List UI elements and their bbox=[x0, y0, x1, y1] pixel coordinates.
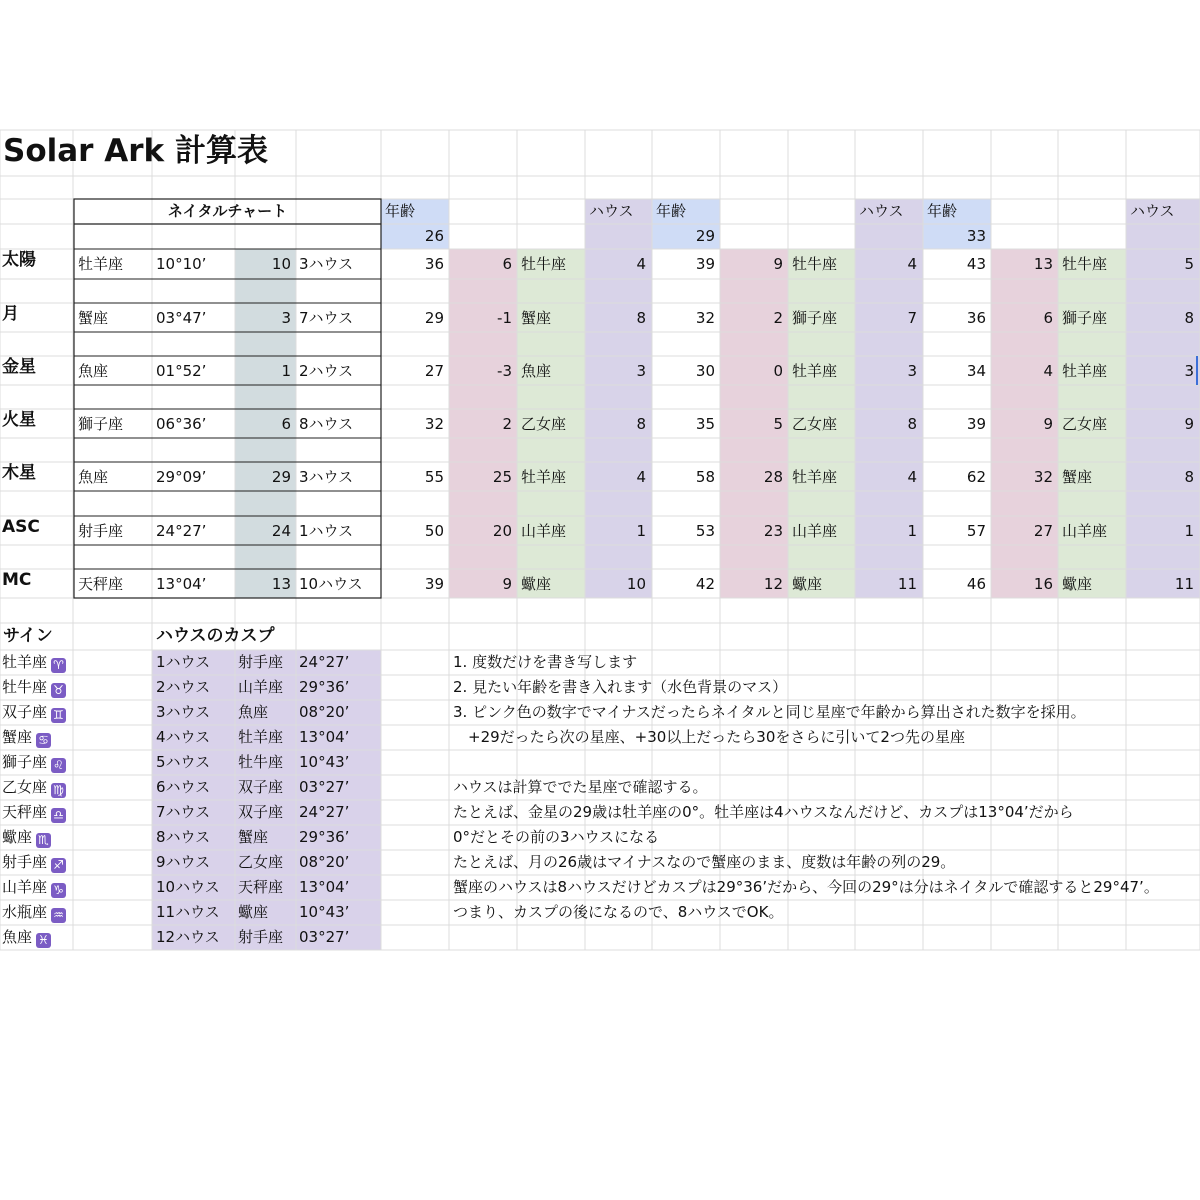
natal-degree: 13 bbox=[271, 575, 291, 593]
planet-name: 月 bbox=[2, 304, 19, 324]
progressed-house: 4 bbox=[907, 255, 917, 273]
natal-position: 03°47’ bbox=[156, 309, 207, 327]
progressed-sign: 牡牛座 bbox=[792, 255, 838, 273]
age-calc-value: 62 bbox=[966, 468, 986, 486]
cusp-house: 7ハウス bbox=[156, 803, 211, 821]
natal-position: 29°09’ bbox=[156, 468, 207, 486]
cusp-house: 8ハウス bbox=[156, 828, 211, 846]
diff-value: 12 bbox=[763, 575, 783, 593]
progressed-house: 1 bbox=[636, 522, 646, 540]
progressed-house: 7 bbox=[907, 309, 917, 327]
sign-name: 獅子座 ♌ bbox=[2, 755, 66, 773]
cusp-degree: 29°36’ bbox=[299, 678, 350, 696]
cusp-degree: 24°27’ bbox=[299, 803, 350, 821]
diff-value: 32 bbox=[1033, 468, 1053, 486]
age-calc-value: 39 bbox=[424, 575, 444, 593]
progressed-house: 3 bbox=[1184, 362, 1194, 380]
progressed-sign: 牡羊座 bbox=[792, 362, 838, 380]
natal-house: 10ハウス bbox=[299, 575, 363, 593]
instruction-note: +29だったら次の星座、+30以上だったら30をさらに引いて2つ先の星座 bbox=[453, 728, 965, 746]
natal-sign: 牡羊座 bbox=[78, 255, 124, 273]
progressed-house: 5 bbox=[1184, 255, 1194, 273]
natal-sign: 天秤座 bbox=[78, 575, 124, 593]
diff-value: -3 bbox=[497, 362, 512, 380]
natal-degree: 10 bbox=[271, 255, 291, 273]
natal-position: 10°10’ bbox=[156, 255, 207, 273]
pisces-icon: ♓ bbox=[36, 933, 51, 948]
cusp-sign: 蟹座 bbox=[238, 828, 269, 846]
natal-sign: 魚座 bbox=[78, 468, 109, 486]
diff-value: 9 bbox=[502, 575, 512, 593]
age-calc-value: 39 bbox=[695, 255, 715, 273]
planet-name: 金星 bbox=[2, 357, 36, 377]
age-calc-value: 50 bbox=[424, 522, 444, 540]
cusp-degree: 10°43’ bbox=[299, 753, 350, 771]
natal-sign: 射手座 bbox=[78, 522, 124, 540]
sign-name: 蠍座 ♏ bbox=[2, 830, 51, 848]
natal-sign: 獅子座 bbox=[78, 415, 124, 433]
instruction-note: 1. 度数だけを書き写します bbox=[453, 653, 638, 671]
cusp-degree: 13°04’ bbox=[299, 728, 350, 746]
age-calc-value: 34 bbox=[966, 362, 986, 380]
instruction-note: 2. 見たい年齢を書き入れます（水色背景のマス） bbox=[453, 678, 788, 696]
cusp-sign: 牡羊座 bbox=[238, 728, 284, 746]
cusp-degree: 10°43’ bbox=[299, 903, 350, 921]
diff-value: 4 bbox=[1043, 362, 1053, 380]
cusp-header: ハウスのカスプ bbox=[156, 626, 275, 646]
progressed-house: 8 bbox=[636, 309, 646, 327]
diff-value: 9 bbox=[773, 255, 783, 273]
age-label: 年齢 bbox=[656, 202, 687, 220]
natal-house: 7ハウス bbox=[299, 309, 354, 327]
natal-position: 24°27’ bbox=[156, 522, 207, 540]
house-label: ハウス bbox=[1130, 202, 1175, 220]
sign-header: サイン bbox=[3, 626, 53, 646]
cusp-sign: 山羊座 bbox=[238, 678, 284, 696]
aquarius-icon: ♒ bbox=[51, 908, 66, 923]
cusp-sign: 牡牛座 bbox=[238, 753, 284, 771]
diff-value: 9 bbox=[1043, 415, 1053, 433]
house-label: ハウス bbox=[859, 202, 904, 220]
progressed-sign: 牡羊座 bbox=[792, 468, 838, 486]
aries-icon: ♈ bbox=[51, 658, 66, 673]
natal-position: 06°36’ bbox=[156, 415, 207, 433]
cusp-sign: 天秤座 bbox=[238, 878, 284, 896]
leo-icon: ♌ bbox=[51, 758, 66, 773]
instruction-note: 0°だとその前の3ハウスになる bbox=[453, 828, 660, 846]
planet-name: MC bbox=[2, 570, 32, 590]
sign-name: 牡牛座 ♉ bbox=[2, 680, 66, 698]
diff-value: 6 bbox=[1043, 309, 1053, 327]
age-calc-value: 36 bbox=[966, 309, 986, 327]
sign-name: 魚座 ♓ bbox=[2, 930, 51, 948]
sagittarius-icon: ♐ bbox=[51, 858, 66, 873]
cusp-house: 12ハウス bbox=[156, 928, 220, 946]
diff-value: 27 bbox=[1033, 522, 1053, 540]
progressed-sign: 牡牛座 bbox=[521, 255, 567, 273]
cusp-house: 3ハウス bbox=[156, 703, 211, 721]
progressed-sign: 山羊座 bbox=[521, 522, 567, 540]
natal-house: 3ハウス bbox=[299, 468, 354, 486]
age-calc-value: 57 bbox=[966, 522, 986, 540]
diff-value: 5 bbox=[773, 415, 783, 433]
age-calc-value: 46 bbox=[966, 575, 986, 593]
planet-name: 火星 bbox=[2, 410, 36, 430]
age-calc-value: 35 bbox=[695, 415, 715, 433]
progressed-sign: 山羊座 bbox=[792, 522, 838, 540]
natal-position: 01°52’ bbox=[156, 362, 207, 380]
instruction-note: たとえば、月の26歳はマイナスなので蟹座のまま、度数は年齢の列の29。 bbox=[453, 853, 956, 871]
progressed-sign: 蠍座 bbox=[1062, 575, 1093, 593]
sign-name: 牡羊座 ♈ bbox=[2, 655, 66, 673]
age-label: 年齢 bbox=[927, 202, 958, 220]
age-input-value: 29 bbox=[695, 227, 715, 245]
diff-value: 2 bbox=[502, 415, 512, 433]
sign-name: 山羊座 ♑ bbox=[2, 880, 66, 898]
natal-degree: 1 bbox=[281, 362, 291, 380]
natal-degree: 6 bbox=[281, 415, 291, 433]
scorpio-icon: ♏ bbox=[36, 833, 51, 848]
progressed-house: 11 bbox=[897, 575, 917, 593]
natal-sign: 魚座 bbox=[78, 362, 109, 380]
age-calc-value: 39 bbox=[966, 415, 986, 433]
cusp-degree: 24°27’ bbox=[299, 653, 350, 671]
natal-chart-header: ネイタルチャート bbox=[167, 202, 288, 220]
progressed-house: 9 bbox=[1184, 415, 1194, 433]
instruction-note: 3. ピンク色の数字でマイナスだったらネイタルと同じ星座で年齢から算出された数字を採用。 bbox=[453, 703, 1086, 721]
planet-name: 木星 bbox=[2, 463, 36, 483]
diff-value: 28 bbox=[763, 468, 783, 486]
cusp-sign: 射手座 bbox=[238, 653, 284, 671]
age-input-value: 26 bbox=[424, 227, 444, 245]
sign-name: 天秤座 ♎ bbox=[2, 805, 66, 823]
natal-house: 2ハウス bbox=[299, 362, 354, 380]
age-calc-value: 32 bbox=[695, 309, 715, 327]
progressed-sign: 乙女座 bbox=[792, 415, 838, 433]
instruction-note: ハウスは計算ででた星座で確認する。 bbox=[453, 778, 708, 796]
natal-degree: 24 bbox=[271, 522, 291, 540]
sign-name: 蟹座 ♋ bbox=[2, 730, 51, 748]
instruction-note: つまり、カスプの後になるので、8ハウスでOK。 bbox=[453, 903, 784, 921]
progressed-sign: 山羊座 bbox=[1062, 522, 1108, 540]
age-calc-value: 30 bbox=[695, 362, 715, 380]
natal-sign: 蟹座 bbox=[78, 309, 109, 327]
progressed-sign: 蟹座 bbox=[521, 309, 552, 327]
progressed-house: 3 bbox=[636, 362, 646, 380]
progressed-house: 11 bbox=[1174, 575, 1194, 593]
diff-value: 2 bbox=[773, 309, 783, 327]
progressed-house: 10 bbox=[626, 575, 646, 593]
sign-name: 乙女座 ♍ bbox=[2, 780, 66, 798]
progressed-house: 8 bbox=[1184, 309, 1194, 327]
cusp-degree: 08°20’ bbox=[299, 853, 350, 871]
progressed-sign: 獅子座 bbox=[792, 309, 838, 327]
age-calc-value: 27 bbox=[424, 362, 444, 380]
natal-degree: 3 bbox=[281, 309, 291, 327]
cusp-house: 10ハウス bbox=[156, 878, 220, 896]
age-calc-value: 32 bbox=[424, 415, 444, 433]
cusp-sign: 蠍座 bbox=[238, 903, 269, 921]
natal-house: 8ハウス bbox=[299, 415, 354, 433]
progressed-sign: 蠍座 bbox=[521, 575, 552, 593]
cusp-house: 4ハウス bbox=[156, 728, 211, 746]
natal-position: 13°04’ bbox=[156, 575, 207, 593]
progressed-house: 4 bbox=[636, 255, 646, 273]
progressed-house: 1 bbox=[907, 522, 917, 540]
progressed-sign: 乙女座 bbox=[1062, 415, 1108, 433]
page-title: Solar Ark 計算表 bbox=[3, 133, 268, 169]
cusp-house: 1ハウス bbox=[156, 653, 211, 671]
diff-value: 0 bbox=[773, 362, 783, 380]
cusp-sign: 魚座 bbox=[238, 703, 269, 721]
planet-name: ASC bbox=[2, 517, 40, 537]
age-calc-value: 43 bbox=[966, 255, 986, 273]
progressed-sign: 牡羊座 bbox=[521, 468, 567, 486]
progressed-house: 8 bbox=[907, 415, 917, 433]
sign-name: 射手座 ♐ bbox=[2, 855, 66, 873]
cusp-sign: 乙女座 bbox=[238, 853, 284, 871]
progressed-sign: 獅子座 bbox=[1062, 309, 1108, 327]
diff-value: 13 bbox=[1033, 255, 1053, 273]
age-calc-value: 58 bbox=[695, 468, 715, 486]
progressed-sign: 牡牛座 bbox=[1062, 255, 1108, 273]
progressed-sign: 魚座 bbox=[521, 362, 552, 380]
age-calc-value: 29 bbox=[424, 309, 444, 327]
sign-name: 双子座 ♊ bbox=[2, 705, 66, 723]
house-label: ハウス bbox=[589, 202, 634, 220]
instruction-note: 蟹座のハウスは8ハウスだけどカスプは29°36’だから、今回の29°は分はネイタルで確認すると29°47’。 bbox=[453, 878, 1159, 896]
diff-value: 6 bbox=[502, 255, 512, 273]
age-input-value: 33 bbox=[966, 227, 986, 245]
diff-value: 20 bbox=[492, 522, 512, 540]
age-calc-value: 42 bbox=[695, 575, 715, 593]
progressed-house: 4 bbox=[636, 468, 646, 486]
progressed-sign: 蠍座 bbox=[792, 575, 823, 593]
diff-value: 25 bbox=[492, 468, 512, 486]
cusp-sign: 射手座 bbox=[238, 928, 284, 946]
progressed-house: 8 bbox=[1184, 468, 1194, 486]
age-calc-value: 55 bbox=[424, 468, 444, 486]
diff-value: 23 bbox=[763, 522, 783, 540]
progressed-sign: 乙女座 bbox=[521, 415, 567, 433]
age-calc-value: 53 bbox=[695, 522, 715, 540]
diff-value: 16 bbox=[1033, 575, 1053, 593]
sign-name: 水瓶座 ♒ bbox=[2, 905, 66, 923]
progressed-house: 3 bbox=[907, 362, 917, 380]
planet-name: 太陽 bbox=[2, 250, 36, 270]
natal-house: 1ハウス bbox=[299, 522, 354, 540]
age-label: 年齢 bbox=[385, 202, 416, 220]
cusp-house: 2ハウス bbox=[156, 678, 211, 696]
cusp-sign: 双子座 bbox=[238, 803, 284, 821]
cancer-icon: ♋ bbox=[36, 733, 51, 748]
progressed-house: 1 bbox=[1184, 522, 1194, 540]
cusp-house: 6ハウス bbox=[156, 778, 211, 796]
cusp-degree: 08°20’ bbox=[299, 703, 350, 721]
cusp-degree: 29°36’ bbox=[299, 828, 350, 846]
cusp-house: 9ハウス bbox=[156, 853, 211, 871]
age-calc-value: 36 bbox=[424, 255, 444, 273]
instruction-note: たとえば、金星の29歳は牡羊座の0°。牡羊座は4ハウスなんだけど、カスプは13°04’だから bbox=[453, 803, 1074, 821]
progressed-sign: 蟹座 bbox=[1062, 468, 1093, 486]
cusp-degree: 03°27’ bbox=[299, 928, 350, 946]
capricorn-icon: ♑ bbox=[51, 883, 66, 898]
progressed-house: 4 bbox=[907, 468, 917, 486]
cusp-degree: 03°27’ bbox=[299, 778, 350, 796]
cusp-sign: 双子座 bbox=[238, 778, 284, 796]
natal-degree: 29 bbox=[271, 468, 291, 486]
libra-icon: ♎ bbox=[51, 808, 66, 823]
gemini-icon: ♊ bbox=[51, 708, 66, 723]
natal-house: 3ハウス bbox=[299, 255, 354, 273]
progressed-house: 8 bbox=[636, 415, 646, 433]
taurus-icon: ♉ bbox=[51, 683, 66, 698]
virgo-icon: ♍ bbox=[51, 783, 66, 798]
diff-value: -1 bbox=[497, 309, 512, 327]
progressed-sign: 牡羊座 bbox=[1062, 362, 1108, 380]
cusp-house: 11ハウス bbox=[156, 903, 220, 921]
cusp-house: 5ハウス bbox=[156, 753, 211, 771]
cusp-degree: 13°04’ bbox=[299, 878, 350, 896]
